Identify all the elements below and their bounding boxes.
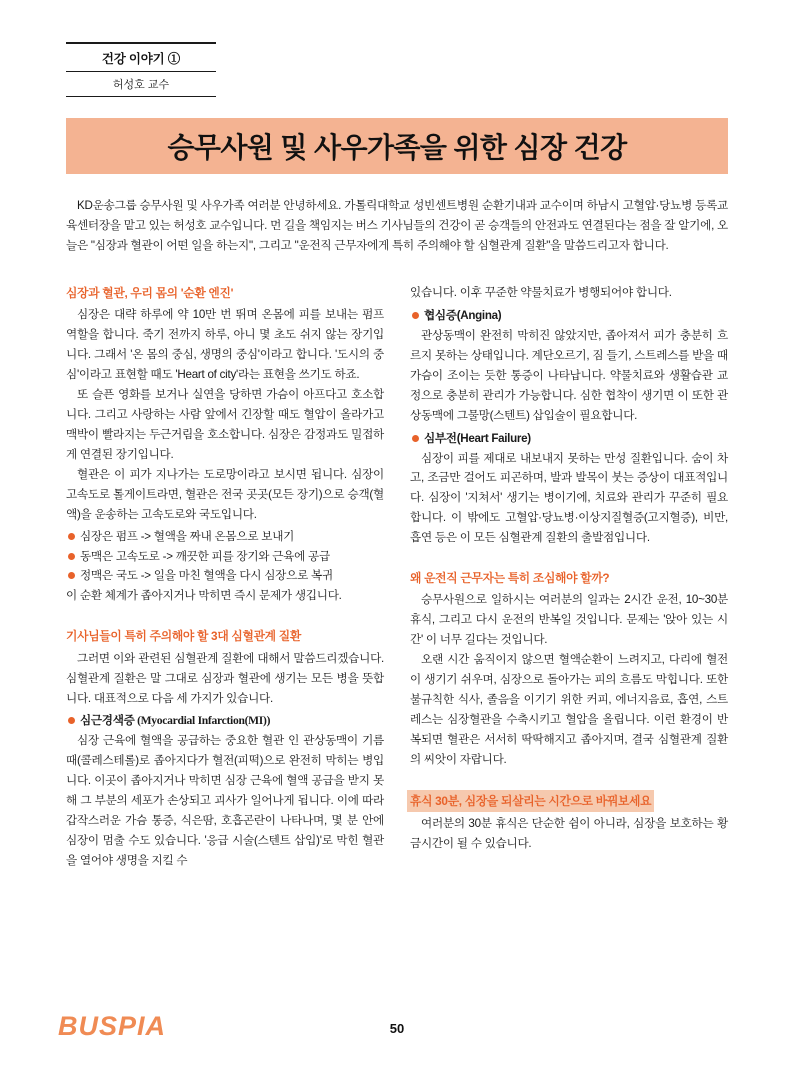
- list-item: [66, 566, 384, 586]
- paragraph: 심장은 대략 하루에 약 10만 번 뛰며 온몸에 피를 보내는 펌프 역할을 합니다. 죽기 전까지 하루, 아니 몇 초도 쉬지 않는 장기입니다. 그래서 '온 몸의 중심, 생명의 중심'이라고 합니다. '도시의 중심'이라고 표현할 때도 'Heart of city'라는 표현을 쓰기도 하죠.: [66, 308, 384, 382]
- bullet-dot-icon: [68, 553, 75, 560]
- lead-paragraph: KD운송그룹 승무사원 및 사우가족 여러분 안녕하세요. 가톨릭대학교 성빈센트병원 순환기내과 교수이며 하남시 고혈압·당뇨병 등록교육센터장을 맡고 있는 허성호 교수입니다. 먼 길을 책임지는 버스 기사님들의 건강이 곧 승객들의 안전과도 연결된다는 점을 잘 알기에, 오늘은 "심장과 혈관이 어떤 일을 하는지", 그리고 "운전직 근무자에게 특히 주의해야 할 심혈관계 질환"을 말씀드리고자 합니다.: [66, 199, 728, 252]
- page-title: 승무사원 및 사우가족을 위한 심장 건강: [167, 132, 627, 163]
- bullet-dot-icon: [68, 717, 75, 724]
- section-spacer: [410, 770, 728, 790]
- bullet-dot-icon: [68, 572, 75, 579]
- page-number: 50: [389, 1021, 405, 1036]
- section-spacer: [410, 548, 728, 568]
- section-title-circulation: 심장과 혈관, 우리 몸의 '순환 엔진': [66, 286, 234, 300]
- paragraph-continued: 있습니다. 이후 꾸준한 약물치료가 병행되어야 합니다.: [410, 286, 672, 299]
- bullet-dot-icon: [68, 533, 75, 540]
- list-item-label: 심장은 펌프 -> 혈액을 짜내 온몸으로 보내기: [80, 529, 295, 543]
- subsection-label: 심근경색증 (Myocardial Infarction(MI)): [80, 714, 271, 728]
- subsection-heading-heart-failure: [410, 429, 728, 449]
- header-bottom-rule: [66, 96, 216, 97]
- subsection-label: 협심증(Angina): [424, 308, 502, 322]
- article-header: [66, 42, 216, 97]
- paragraph: 심장 근육에 혈액을 공급하는 중요한 혈관 인 관상동맥이 기름때(콜레스테롤)로 좁아지다가 혈전(피떡)으로 완전히 막히는 병입니다. 이곳이 좁아지거나 막히면 심장 근육에 혈액 공급을 받지 못해 그 부분의 세포가 손상되고 괴사가 일어나게 됩니다. 이에 따라 갑작스러운 가슴 통증, 식은땀, 호흡곤란이 나타나며, 몇 분 안에 심장이 멈출 수도 있습니다. '응급 시술(스텐트 삽입)'로 막힌 혈관을 열어야 생명을 지킬 수: [66, 734, 384, 867]
- left-column: [66, 283, 384, 871]
- subsection-heading-angina: [410, 306, 728, 326]
- paragraph: 그러면 이와 관련된 심혈관계 질환에 대해서 말씀드리겠습니다. 심혈관계 질환은 말 그대로 심장과 혈관에 생기는 모든 병을 뜻합니다. 대표적으로 다음 세 가지가 있습니다.: [66, 651, 384, 705]
- paragraph: 오랜 시간 움직이지 않으면 혈액순환이 느려지고, 다리에 혈전이 생기기 쉬우며, 심장으로 돌아가는 피의 흐름도 막힙니다. 또한 불규칙한 식사, 졸음을 이기기 위한 커피, 에너지음료, 흡연, 스트레스는 심장혈관을 수축시키고 혈압을 올립니다. 이런 환경이 반복되면 혈관은 서서히 딱딱해지고 좁아지며, 결국 심혈관계 질환의 씨앗이 자랍니다.: [410, 653, 728, 766]
- right-column: [410, 283, 728, 854]
- article-series-label: 건강 이야기 ①: [101, 52, 181, 66]
- article-author: 허성호 교수: [112, 79, 170, 91]
- article-title-banner: [66, 118, 728, 174]
- bullet-dot-icon: [412, 312, 419, 319]
- section-title-three-diseases: 기사님들이 특히 주의해야 할 3대 심혈관계 질환: [66, 629, 301, 644]
- list-item-label: 동맥은 고속도로 -> 깨끗한 피를 장기와 근육에 공급: [80, 549, 330, 563]
- paragraph: 이 순환 체계가 좁아지거나 막히면 즉시 문제가 생깁니다.: [66, 589, 342, 603]
- paragraph: 승무사원으로 일하시는 여러분의 일과는 2시간 운전, 10~30분 휴식, 그리고 다시 운전의 반복일 것입니다. 문제는 '앉아 있는 시간' 이 너무 길다는 것입니다.: [410, 593, 728, 647]
- paragraph: 관상동맥이 완전히 막히진 않았지만, 좁아져서 피가 충분히 흐르지 못하는 상태입니다. 계단오르기, 짐 들기, 스트레스를 받을 때 가슴이 조이는 듯한 통증이 나타납니다. 약물치료와 생활습관 교정으로 충분히 관리가 가능합니다. 심한 협착이 생기면 이 또한 관상동맥에 그물망(스텐트) 삽입술이 필요합니다.: [410, 328, 728, 422]
- paragraph: 또 슬픈 영화를 보거나 실연을 당하면 가슴이 아프다고 호소합니다. 그리고 사랑하는 사람 앞에서 긴장할 때도 혈압이 올라가고 맥박이 빨라지는 두근거림을 호소합니다. 심장은 감정과도 밀접하게 연결된 장기입니다.: [66, 388, 384, 461]
- list-item: [66, 527, 384, 547]
- circulation-bullet-list: [66, 527, 384, 587]
- list-item: [66, 547, 384, 567]
- buspia-logo: BUSPIA: [58, 1011, 167, 1041]
- section-title-driver-caution: 왜 운전직 근무자는 특히 조심해야 할까?: [410, 571, 610, 586]
- list-item-label: 정맥은 국도 -> 일을 마친 혈액을 다시 심장으로 복귀: [80, 569, 333, 583]
- bullet-dot-icon: [412, 435, 419, 442]
- section-title-rest-30min: 휴식 30분, 심장을 되살리는 시간으로 바꿔보세요: [407, 790, 654, 812]
- paragraph: 혈관은 이 피가 지나가는 도로망이라고 보시면 됩니다. 심장이 고속도로 톨게이트라면, 혈관은 전국 곳곳(모든 장기)으로 승객(혈액)을 운송하는 고속도로와 국도입니다.: [66, 467, 384, 521]
- subsection-heading-myocardial-infarction: [66, 711, 384, 731]
- paragraph: 심장이 피를 제대로 내보내지 못하는 만성 질환입니다. 숨이 차고, 조금만 걸어도 피곤하며, 발과 발목이 붓는 증상이 대표적입니다. 심장이 '지쳐서' 생기는 병이기에, 치료와 관리가 꾸준히 필요합니다. 이 밖에도 고혈압·당뇨병·이상지질혈증(고지혈증), 비만, 흡연 등은 이 모든 심혈관계 질환의 출발점입니다.: [410, 451, 728, 545]
- section-spacer: [66, 606, 384, 626]
- subsection-label: 심부전(Heart Failure): [424, 431, 531, 445]
- paragraph: 여러분의 30분 휴식은 단순한 쉼이 아니라, 심장을 보호하는 황금시간이 될 수 있습니다.: [410, 817, 728, 851]
